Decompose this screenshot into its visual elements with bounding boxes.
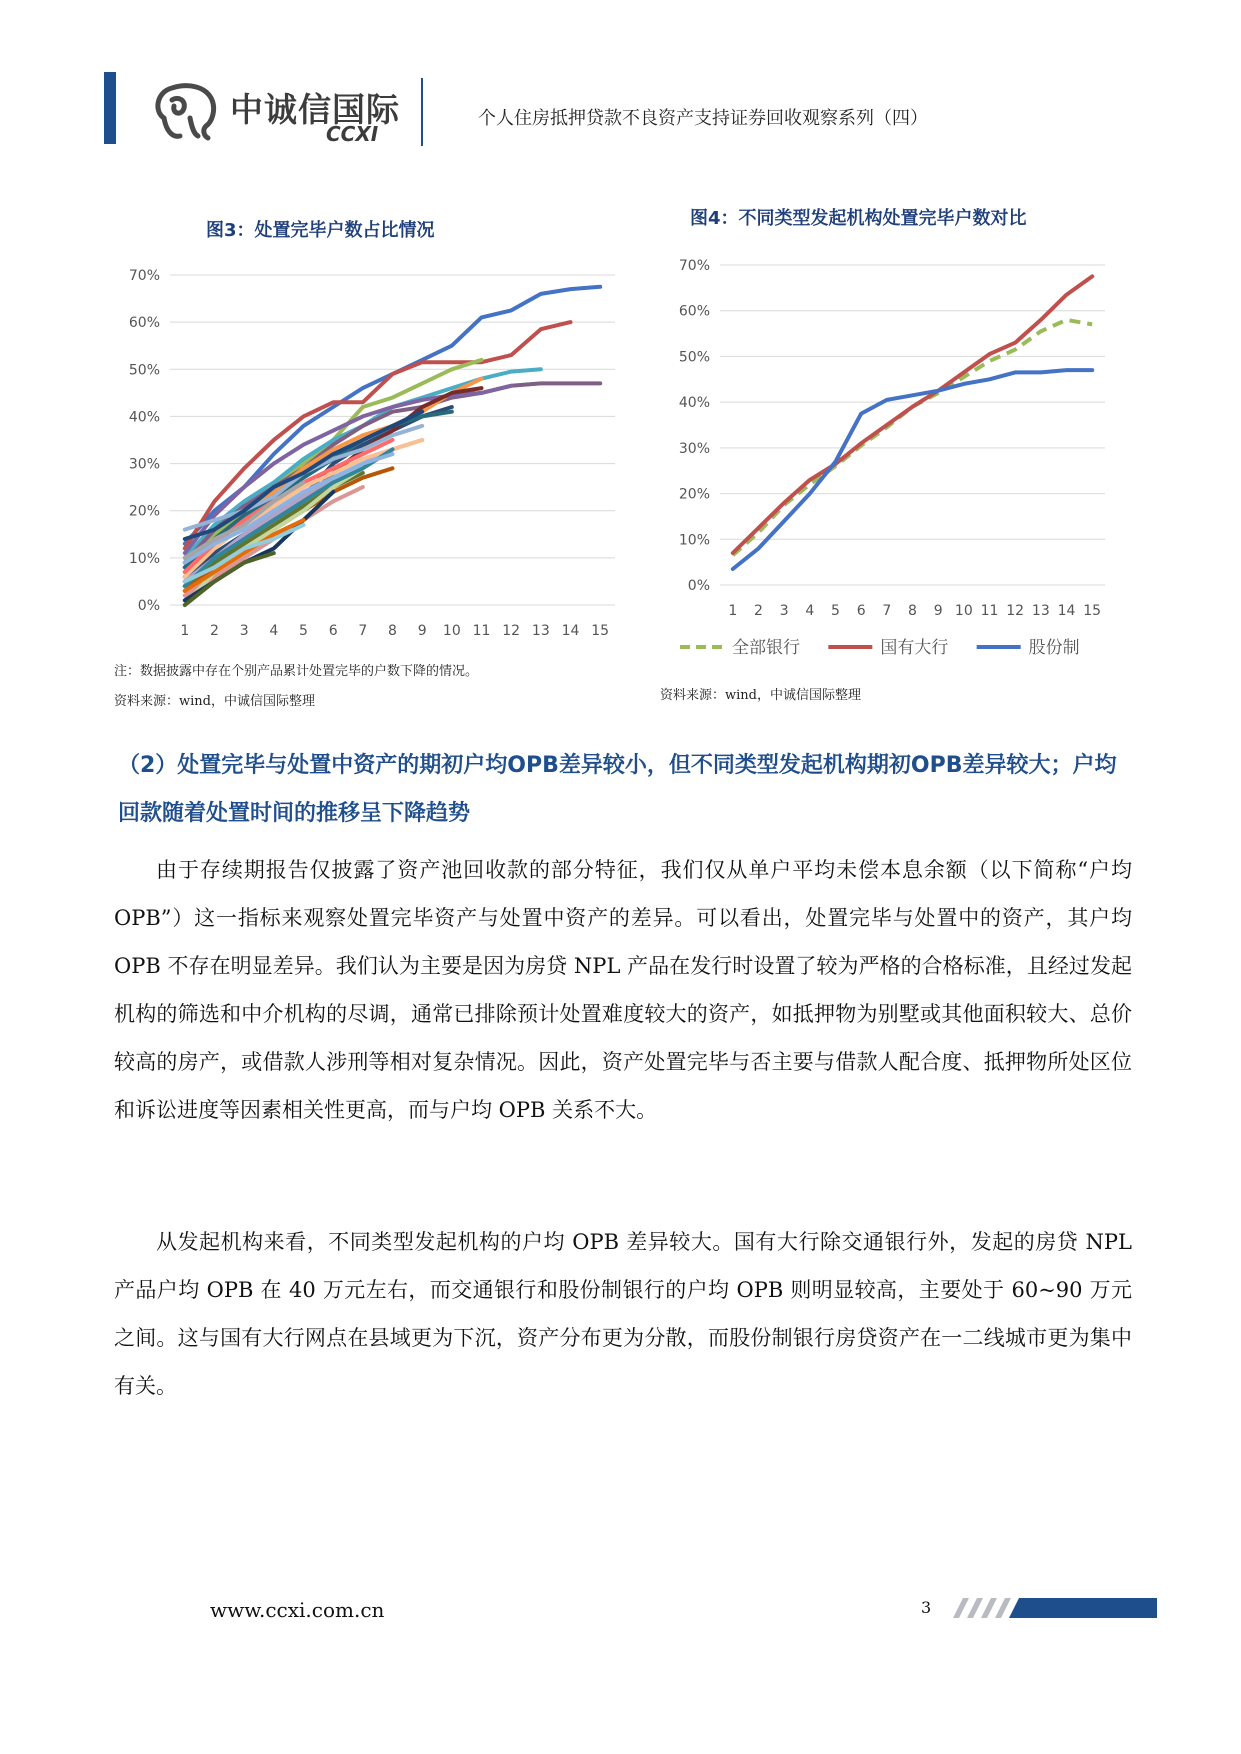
x-tick-label: 5 xyxy=(831,603,840,619)
x-tick-label: 14 xyxy=(561,623,580,639)
x-tick-label: 9 xyxy=(933,603,943,619)
x-tick-label: 13 xyxy=(1031,603,1050,619)
y-tick-label: 60% xyxy=(678,303,710,320)
legend-label: 国有大行 xyxy=(880,638,949,658)
footer-url: www.ccxi.com.cn xyxy=(210,1598,385,1622)
y-tick-label: 30% xyxy=(128,456,160,473)
x-tick-label: 6 xyxy=(856,603,866,619)
y-tick-label: 0% xyxy=(137,598,160,614)
y-tick-label: 10% xyxy=(128,550,160,567)
x-tick-label: 2 xyxy=(210,623,219,639)
elephant-logo-icon xyxy=(150,78,230,148)
y-tick-label: 50% xyxy=(128,362,160,379)
y-tick-label: 70% xyxy=(678,258,710,274)
x-tick-label: 6 xyxy=(328,623,338,639)
ccxi-logo xyxy=(150,78,420,148)
legend-label: 全部银行 xyxy=(732,638,800,658)
y-tick-label: 30% xyxy=(678,440,710,457)
x-tick-label: 11 xyxy=(980,603,999,619)
y-tick-label: 40% xyxy=(678,395,710,412)
x-tick-label: 13 xyxy=(531,623,550,639)
page-number: 3 xyxy=(921,1598,932,1617)
x-tick-label: 9 xyxy=(417,623,427,639)
logo-english-text: CCXI xyxy=(326,122,379,146)
x-tick-label: 12 xyxy=(502,623,521,639)
x-tick-label: 11 xyxy=(472,623,491,639)
y-tick-label: 40% xyxy=(128,409,160,426)
x-tick-label: 15 xyxy=(591,623,610,639)
y-tick-label: 10% xyxy=(678,532,710,549)
y-tick-label: 70% xyxy=(128,268,160,284)
x-tick-label: 4 xyxy=(805,603,815,619)
figure3-source: 资料来源：wind，中诚信国际整理 xyxy=(114,694,315,709)
footer-stripes-decoration xyxy=(945,1596,1160,1620)
figure4-chart xyxy=(660,250,1120,670)
paragraph-1: 由于存续期报告仅披露了资产池回收款的部分特征，我们仅从单户平均未偿本息余额（以下简称“户均 OPB”）这一指标来观察处置完毕资产与处置中资产的差异。可以看出，处置完毕与处置中的资产，其户均 OPB 不存在明显差异。我们认为主要是因为房贷 NPL 产品在发行时设置了较为严格的合格标准，且经过发起机构的筛选和中介机构的尽调，通常已排除预计处置难度较大的资产，如抵押物为别墅或其他面积较大、总价较高的房产，或借款人涉刑等相对复杂情况。因此，资产处置完毕与否主要与借款人配合度、抵押物所处区位和诉讼进度等因素相关性更高，而与户均 OPB 关系不大。 xyxy=(114,858,1132,1122)
y-tick-label: 20% xyxy=(678,486,710,503)
report-series-title: 个人住房抵押贷款不良资产支持证券回收观察系列（四） xyxy=(478,108,928,129)
header-accent-bar xyxy=(104,72,116,144)
figure3-title: 图3：处置完毕户数占比情况 xyxy=(206,220,435,241)
section-heading: （2）处置完毕与处置中资产的期初户均OPB差异较小，但不同类型发起机构期初OPB差异较大；户均回款随着处置时间的推移呈下降趋势 xyxy=(118,753,1117,826)
x-tick-label: 3 xyxy=(779,603,789,619)
x-tick-label: 12 xyxy=(1006,603,1025,619)
logo-chinese-text: 中诚信国际 xyxy=(230,90,400,129)
x-tick-label: 1 xyxy=(728,603,738,619)
x-tick-label: 1 xyxy=(180,623,190,639)
x-tick-label: 10 xyxy=(442,623,461,639)
series-line-2 xyxy=(733,276,1092,553)
x-tick-label: 14 xyxy=(1057,603,1076,619)
x-tick-label: 4 xyxy=(269,623,279,639)
x-tick-label: 8 xyxy=(388,623,397,639)
x-tick-label: 10 xyxy=(954,603,973,619)
header-separator xyxy=(421,78,423,146)
x-tick-label: 2 xyxy=(754,603,763,619)
x-tick-label: 8 xyxy=(908,603,917,619)
figure4-source: 资料来源：wind，中诚信国际整理 xyxy=(660,688,861,703)
legend-label: 股份制 xyxy=(1028,638,1080,658)
x-tick-label: 7 xyxy=(358,623,368,639)
x-tick-label: 5 xyxy=(299,623,308,639)
y-tick-label: 50% xyxy=(678,349,710,366)
y-tick-label: 0% xyxy=(687,578,710,594)
paragraph-2: 从发起机构来看，不同类型发起机构的户均 OPB 差异较大。国有大行除交通银行外，发起的房贷 NPL 产品户均 OPB 在 40 万元左右，而交通银行和股份制银行的户均 OPB 则明显较高，主要处于 60~90 万元之间。这与国有大行网点在县域更为下沉，资产分布更为分散，而股份制银行房贷资产在一二线城市更为集中有关。 xyxy=(114,1230,1132,1398)
x-tick-label: 3 xyxy=(239,623,249,639)
figure3-chart xyxy=(110,260,630,650)
figure3-note: 注：数据披露中存在个别产品累计处置完毕的户数下降的情况。 xyxy=(114,664,479,679)
y-tick-label: 20% xyxy=(128,503,160,520)
x-tick-label: 15 xyxy=(1083,603,1102,619)
x-tick-label: 7 xyxy=(882,603,892,619)
figure4-title: 图4：不同类型发起机构处置完毕户数对比 xyxy=(690,208,1027,229)
y-tick-label: 60% xyxy=(128,315,160,332)
